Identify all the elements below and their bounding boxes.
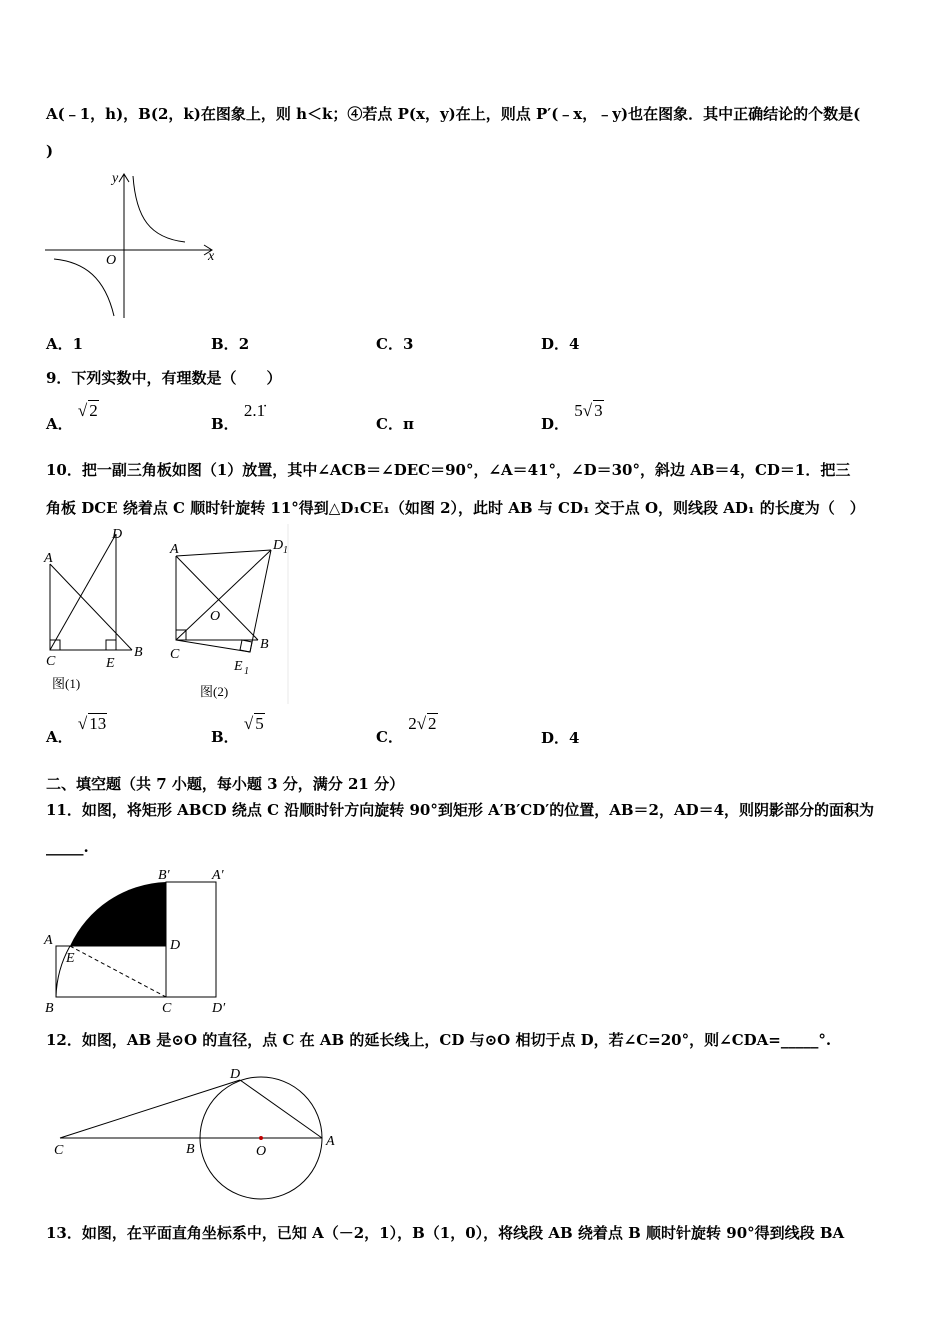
label-e: E (106, 656, 115, 671)
label-a: A (326, 1134, 335, 1149)
q10-option-a[interactable]: A． √ 13 (46, 714, 107, 746)
right-angle-e (106, 640, 116, 650)
q8-hyperbola-graph (40, 168, 225, 323)
tangent-cd (60, 1080, 240, 1138)
q10-option-d[interactable]: D．4 (541, 729, 580, 747)
hyperbola-branch-q3 (54, 259, 114, 316)
sqrt-expression: √ 5 (243, 714, 264, 733)
caption-fig2: 图(2) (200, 684, 229, 699)
q9-option-a[interactable]: A． √ 2 (46, 401, 98, 433)
q13-text: 13．如图，在平面直角坐标系中，已知 A（－2，1），B（1，0），将线段 AB 绕着点 B 顺时针旋转 90°得到线段 BA (46, 1224, 845, 1242)
q8-option-a[interactable]: A．1 (46, 335, 84, 353)
label-d: D (112, 527, 123, 542)
q10-text-line1: 10．把一副三角板如图（1）放置，其中∠ACB＝∠DEC＝90°，∠A＝41°，∠D＝30°，斜边 AB＝4，CD＝1．把三 (46, 461, 851, 479)
label-e1-sub: 1 (244, 666, 249, 677)
label-a: A (44, 551, 53, 566)
q9-text: 9．下列实数中，有理数是（ ） (46, 369, 282, 387)
label-e: E (66, 951, 75, 966)
q9-option-b[interactable]: B． 2.1̇ (211, 401, 266, 433)
label-c: C (54, 1143, 64, 1158)
q10-option-b[interactable]: B． √ 5 (211, 714, 264, 746)
label-d: D (170, 938, 181, 953)
q9-option-c[interactable]: C．π (376, 415, 414, 433)
q10-text-line2: 角板 DCE 绕着点 C 顺时针旋转 11°得到△D₁CE₁（如图 2），此时 AB 与 CD₁ 交于点 O，则线段 AD₁ 的长度为（ ） (46, 499, 865, 517)
q10-figure-1 (43, 527, 143, 691)
label-b: B (45, 1001, 54, 1016)
q11-text-line1: 11．如图，将矩形 ABCD 绕点 C 沿顺时针方向旋转 90°到矩形 A′B′CD′的位置，AB＝2，AD＝4，则阴影部分的面积为 (46, 801, 875, 819)
label-c: C (46, 654, 56, 669)
section-2-title: 二、填空题（共 7 小题，每小题 3 分，满分 21 分） (46, 775, 405, 793)
q10-figure-2 (169, 524, 288, 704)
label-b-prime: B′ (158, 868, 170, 883)
q11-text-line2: _____. (46, 838, 89, 856)
label-o: O (210, 609, 221, 624)
side-ad1 (176, 550, 271, 556)
y-axis-label: y (112, 171, 119, 186)
label-c: C (162, 1001, 172, 1016)
label-o: O (256, 1144, 267, 1159)
label-b: B (260, 637, 269, 652)
label-d: D (230, 1067, 241, 1082)
q8-text-line2: ) (46, 142, 54, 160)
dashed-ec (70, 946, 166, 997)
chord-da (240, 1080, 322, 1138)
sqrt-expression: √ 3 (582, 401, 603, 420)
q11-rotated-rectangle-figure (40, 864, 240, 1019)
label-b: B (186, 1142, 195, 1157)
label-b: B (134, 645, 143, 660)
q8-option-d[interactable]: D．4 (541, 335, 580, 353)
label-a: A (44, 933, 53, 948)
sqrt-expression: √ 13 (77, 714, 107, 733)
label-c: C (170, 647, 180, 662)
q8-text-line1: A(﹣1，h)，B(2，k)在图象上，则 h＜k；④若点 P(x，y)在上，则点 P′(﹣x，﹣y)也在图象．其中正确结论的个数是( (46, 105, 861, 123)
side-cd1 (176, 550, 271, 640)
caption-fig1: 图(1) (52, 676, 81, 691)
label-e1: E (234, 659, 243, 674)
label-d-prime: D′ (212, 1001, 226, 1016)
q10-option-c[interactable]: C． 2√ 2 (376, 714, 437, 746)
label-d1: D (273, 538, 284, 553)
origin-label: O (106, 253, 117, 268)
side-ab (176, 556, 258, 640)
x-axis-label: x (208, 249, 215, 264)
label-a: A (170, 542, 179, 557)
sqrt-expression: √ 2 (77, 401, 98, 420)
right-angle-e1 (240, 640, 252, 652)
sqrt-expression: √ 2 (416, 714, 437, 733)
center-point-o (259, 1136, 263, 1140)
q12-text: 12．如图，AB 是⊙O 的直径，点 C 在 AB 的延长线上，CD 与⊙O 相切于点 D，若∠C=20°，则∠CDA=_____°. (46, 1031, 832, 1049)
q8-option-b[interactable]: B．2 (211, 335, 250, 353)
side-cd (50, 534, 116, 650)
side-ce1 (176, 640, 250, 652)
q9-option-d[interactable]: D． 5√ 3 (541, 401, 603, 433)
side-ab (50, 564, 132, 650)
q12-circle-tangent-figure (40, 1058, 350, 1203)
label-a-prime: A′ (212, 868, 224, 883)
q10-figures (40, 524, 295, 709)
hyperbola-branch-q1 (133, 176, 185, 242)
shaded-region (70, 882, 166, 946)
label-d1-sub: 1 (283, 545, 288, 556)
q8-option-c[interactable]: C．3 (376, 335, 414, 353)
